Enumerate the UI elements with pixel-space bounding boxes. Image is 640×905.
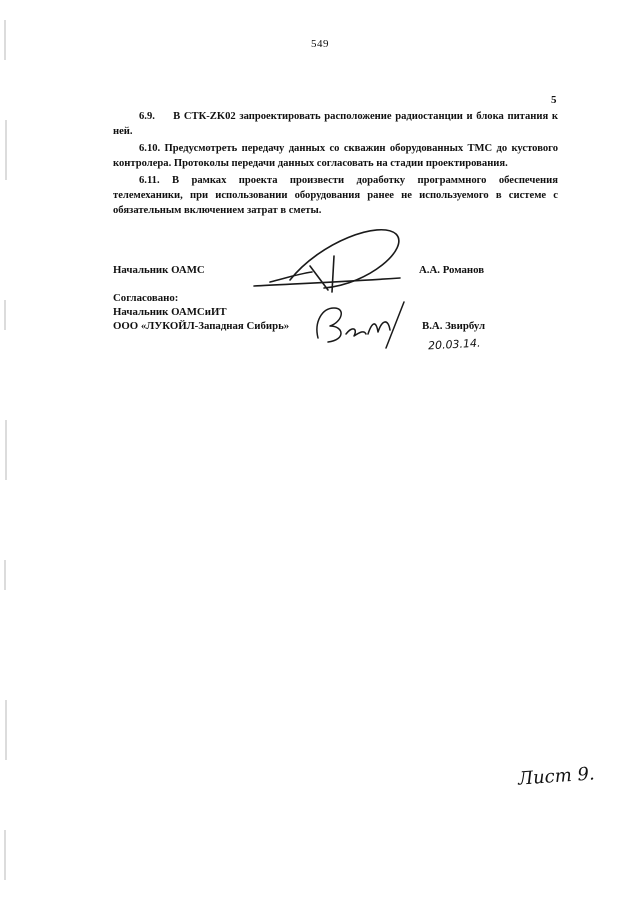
scan-edge-artifact xyxy=(0,0,14,905)
paragraph-number: 6.10. xyxy=(139,143,161,155)
document-body xyxy=(113,110,558,221)
paragraph-number: 6.9. xyxy=(139,111,155,122)
agreed-signature-icon xyxy=(308,298,412,350)
agreed-org: ООО «ЛУКОЙЛ-Западная Сибирь» xyxy=(113,320,290,332)
head-title: Начальник ОАМС xyxy=(113,264,205,276)
head-signature-icon xyxy=(250,222,410,300)
paragraph-text: Предусмотреть передачу данных со скважин оборудованных ТМС до кустового контролера. Протоколы передачи данных согласовать на стадии проектирования. xyxy=(113,143,558,169)
paragraph-text: В СТК-ZK02 запроектировать расположение радиостанции и блока питания к ней. xyxy=(113,111,558,137)
sheet-number: 5 xyxy=(551,94,557,106)
paragraph-text: В рамках проекта произвести доработку программного обеспечения телемеханики, при использовании оборудования ранее не используемого в системе с обязательным включением затрат в сметы. xyxy=(113,175,558,216)
sheet-note: Лист 9. xyxy=(517,763,596,790)
paragraph-6-10 xyxy=(113,142,558,171)
agreed-title: Начальник ОАМСиИТ xyxy=(113,306,227,318)
paragraph-number: 6.11. xyxy=(139,175,160,187)
agreed-label: Согласовано: xyxy=(113,292,179,304)
page-number: 549 xyxy=(311,38,329,50)
agreed-name: В.А. Звирбул xyxy=(422,320,486,332)
paragraph-6-9 xyxy=(113,110,558,139)
head-name: А.А. Романов xyxy=(419,264,485,276)
paragraph-6-11 xyxy=(113,174,558,218)
agreed-date: 20.03.14. xyxy=(427,336,481,353)
